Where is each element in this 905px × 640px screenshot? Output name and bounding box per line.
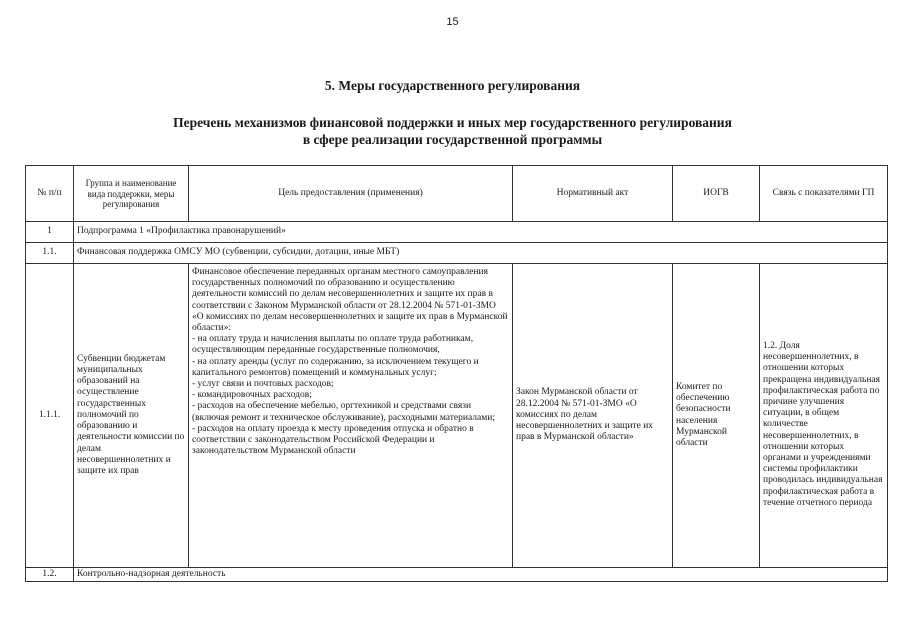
table-row	[26, 243, 888, 264]
header-link: Связь с показателями ГП	[760, 166, 888, 222]
header-purpose: Цель предоставления (применения)	[189, 166, 513, 222]
purpose-line: - на оплату аренды (услуг по содержанию, за исключением текущего и капитального ремонтов) помещений и коммунальных услуг;	[192, 356, 479, 378]
page-number: 15	[446, 16, 459, 28]
table-header-row	[26, 166, 888, 222]
indicator-link-cell: 1.2. Доля несовершеннолетних, в отношении которых прекращена индивидуальная профилактическая работа по причине улучшения ситуации, в общем количестве несовершеннолетних, в отношении которых органами и учреждениями системы профилактики проводилась индивидуальная профилактическая работа в течение отчетного периода	[760, 264, 888, 568]
row-num: 1.1.1.	[26, 264, 74, 568]
section-row-title: Финансовая поддержка ОМСУ МО (субвенции, субсидии, дотации, иные МБТ)	[74, 243, 888, 264]
header-iogv: ИОГВ	[673, 166, 760, 222]
table-row	[26, 568, 888, 582]
purpose-line: - расходов на обеспечение мебелью, оргтехникой и средствами связи (включая ремонт и техническое обслуживание), расходными материалами;	[192, 401, 495, 423]
section-row-title: Контрольно-надзорная деятельность	[74, 568, 888, 582]
list-title-line-1: Перечень механизмов финансовой поддержки и иных мер государственного регулирования	[173, 115, 732, 130]
purpose-line: Финансовое обеспечение переданных органам местного самоуправления государственных полномочий по образованию и осуществлению деятельности комиссий по делам несовершеннолетних и защите их прав в соответствии с Законом Мурманской области от 28.12.2004 № 571-01-ЗМО «О комиссиях по делам несовершеннолетних и защите их прав в Мурманской области»:	[192, 267, 508, 334]
list-title	[0, 114, 905, 148]
row-num: 1.1.	[26, 243, 74, 264]
purpose-cell	[189, 264, 513, 568]
iogv-cell: Комитет по обеспечению безопасности населения Мурманской области	[673, 264, 760, 568]
section-title: 5. Меры государственного регулирования	[324, 78, 581, 93]
support-group-cell: Субвенции бюджетам муниципальных образований на осуществление государственных полномочий по образованию и деятельности комиссии по делам несовершеннолетних и защите их прав	[74, 264, 189, 568]
header-group: Группа и наименование вида поддержки, меры регулирования	[74, 166, 189, 222]
header-num: № п/п	[26, 166, 74, 222]
normative-act-cell: Закон Мурманской области от 28.12.2004 № 571-01-ЗМО «О комиссиях по делам несовершеннолетних и защите их прав в Мурманской области»	[513, 264, 673, 568]
purpose-line: - на оплату труда и начисления выплаты по оплате труда работникам, осуществляющим переданные государственные полномочия,	[192, 334, 474, 356]
regulation-measures-table	[25, 165, 888, 582]
purpose-line: - командировочных расходов;	[192, 390, 312, 401]
list-title-line-2: в сфере реализации государственной программы	[302, 132, 603, 147]
subprogram-title: Подпрограмма 1 «Профилактика правонарушений»	[74, 222, 888, 243]
purpose-line: - расходов на оплату проезда к месту проведения отпуска и обратно в соответствии с законодательством Российской Федерации и законодательством Мурманской области	[192, 423, 474, 457]
table-row	[26, 222, 888, 243]
row-num: 1	[26, 222, 74, 243]
table-row	[26, 264, 888, 568]
purpose-line: - услуг связи и почтовых расходов;	[192, 379, 334, 390]
row-num: 1.2.	[26, 568, 74, 582]
header-act: Нормативный акт	[513, 166, 673, 222]
